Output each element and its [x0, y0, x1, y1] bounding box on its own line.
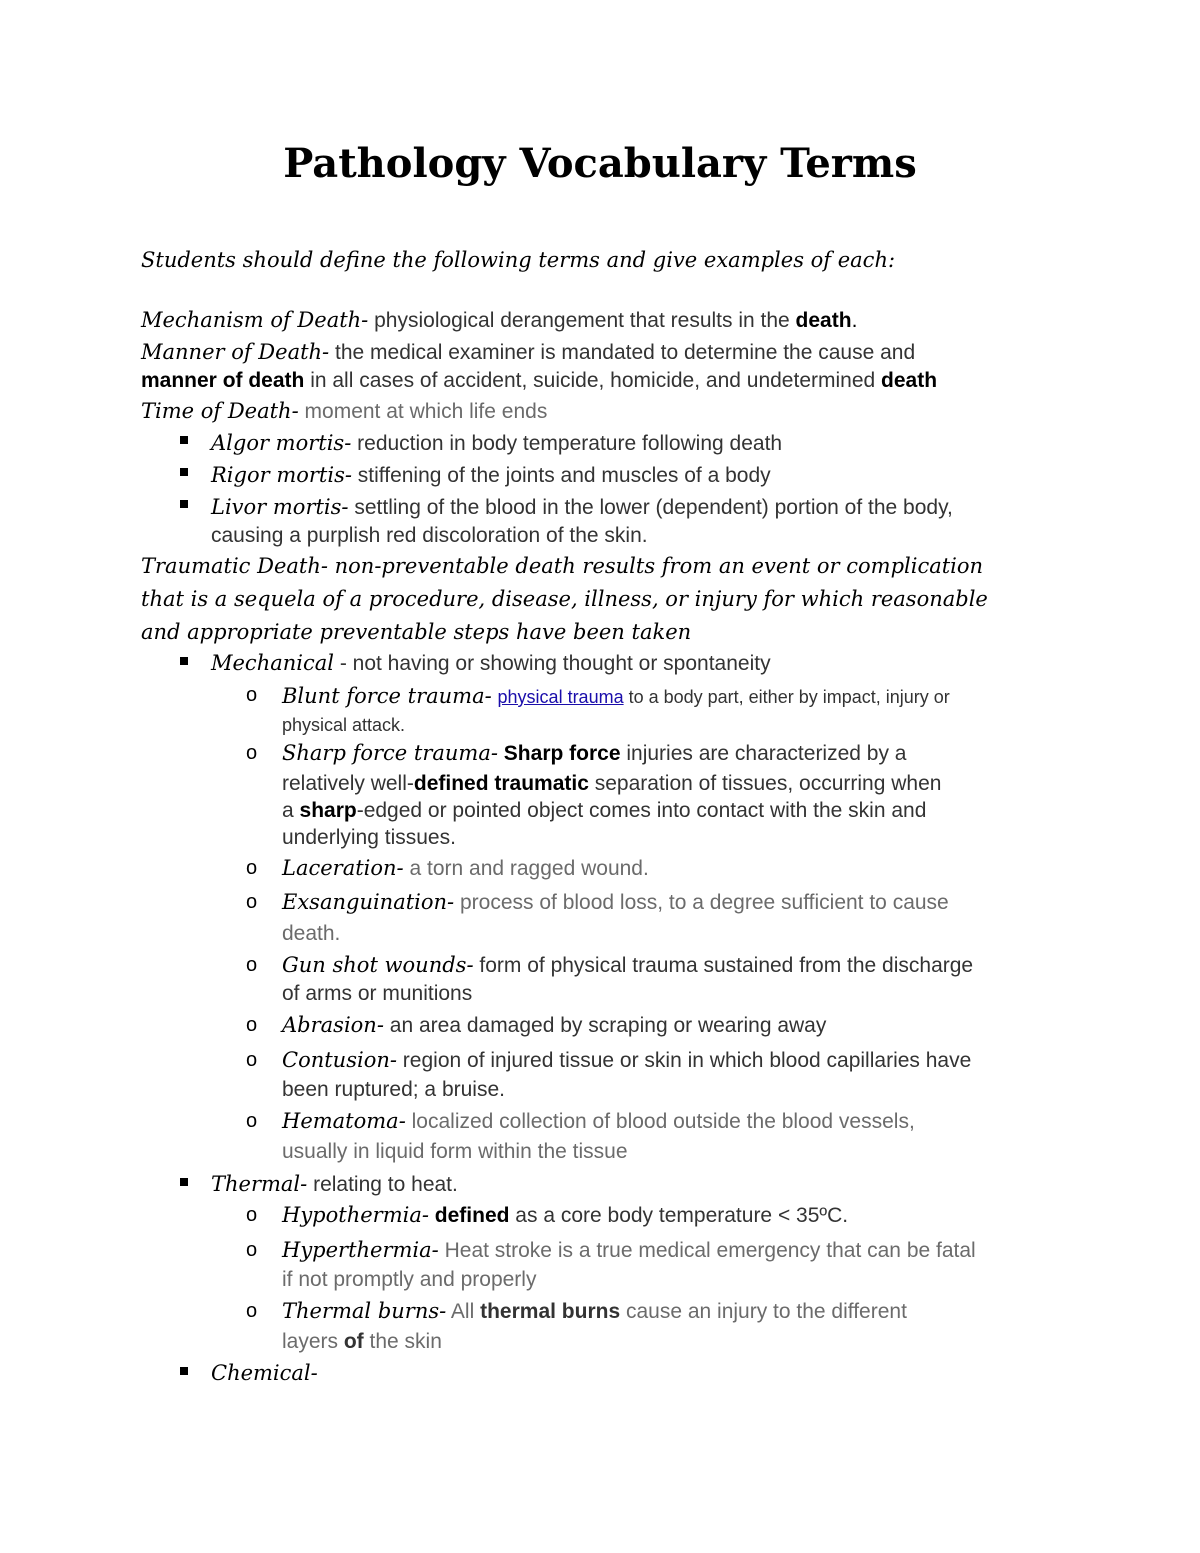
entry-thermal-burns	[282, 1297, 907, 1326]
entry-exsanguination	[282, 888, 949, 917]
definition: physiological derangement that results in the	[374, 309, 796, 332]
physical-trauma-link[interactable]: physical trauma	[497, 687, 624, 707]
term-label: Laceration-	[282, 856, 404, 880]
entry-blunt-force-trauma-cont: physical attack.	[282, 715, 406, 735]
entry-abrasion	[282, 1011, 826, 1040]
definition: separation of tissues, occurring when	[588, 772, 942, 795]
entry-contusion	[282, 1046, 971, 1075]
circle-bullet-icon: o	[246, 857, 258, 879]
term-label: Thermal-	[211, 1172, 308, 1196]
entry-algor-mortis	[211, 429, 782, 458]
definition: - not having or showing thought or spontaneity	[333, 652, 771, 675]
entry-thermal	[211, 1170, 458, 1199]
term-label: Exsanguination-	[282, 890, 455, 914]
definition: to a body part, either by impact, injury or	[623, 687, 950, 707]
definition-bold: thermal burns	[480, 1300, 621, 1323]
entry-mechanism-of-death	[141, 306, 857, 335]
entry-exsanguination-cont: death.	[282, 922, 341, 945]
definition-bold: death	[795, 309, 852, 332]
term-label: Gun shot wounds-	[282, 953, 474, 977]
term-label: Hyperthermia-	[282, 1238, 439, 1262]
definition: region of injured tissue or skin in which blood capillaries have	[396, 1049, 972, 1072]
definition: localized collection of blood outside the blood vessels,	[405, 1110, 915, 1133]
definition-bold: sharp	[299, 799, 357, 822]
circle-bullet-icon: o	[246, 1049, 258, 1071]
term-label: Sharp force trauma-	[282, 741, 498, 765]
entry-rigor-mortis	[211, 461, 771, 490]
definition: process of blood loss, to a degree sufficient to cause	[454, 891, 949, 914]
definition: Heat stroke is a true medical emergency that can be fatal	[438, 1239, 976, 1262]
term-label: Abrasion-	[282, 1013, 384, 1037]
term-label: Time of Death-	[141, 399, 299, 423]
entry-mechanical	[211, 649, 771, 678]
circle-bullet-icon: o	[246, 1300, 258, 1322]
definition: in all cases of accident, suicide, homicide, and undetermined	[304, 369, 882, 392]
definition: stiffening of the joints and muscles of a body	[351, 464, 771, 487]
circle-bullet-icon: o	[246, 1110, 258, 1132]
entry-gun-shot-wounds-cont: of arms or munitions	[282, 982, 473, 1005]
entry-sharp-force-trauma	[282, 739, 907, 768]
term-label: Hematoma-	[282, 1109, 406, 1133]
instructions: Students should define the following terms and give examples of each:	[141, 248, 896, 272]
definition: the skin	[363, 1330, 442, 1353]
term-label: Contusion-	[282, 1048, 397, 1072]
traumatic-death-line-2: that is a sequela of a procedure, disease, illness, or injury for which reasonable	[141, 587, 988, 611]
circle-bullet-icon: o	[246, 1239, 258, 1261]
definition-bold: defined traumatic	[413, 772, 589, 795]
definition: injuries are characterized by a	[620, 742, 907, 765]
definition: layers	[282, 1330, 344, 1353]
entry-gun-shot-wounds	[282, 951, 973, 980]
square-bullet-icon	[180, 1178, 188, 1186]
entry-livor-mortis	[211, 493, 953, 522]
circle-bullet-icon: o	[246, 954, 258, 976]
circle-bullet-icon: o	[246, 1204, 258, 1226]
entry-manner-of-death-cont	[141, 367, 937, 395]
square-bullet-icon	[180, 436, 188, 444]
entry-chemical: Chemical-	[211, 1361, 318, 1385]
square-bullet-icon	[180, 657, 188, 665]
square-bullet-icon	[180, 1367, 188, 1375]
term-label: Thermal burns-	[282, 1299, 447, 1323]
term-label: Algor mortis-	[211, 431, 352, 455]
entry-sharp-force-trauma-cont-1	[282, 770, 941, 798]
entry-hematoma-cont: usually in liquid form within the tissue	[282, 1140, 628, 1163]
entry-hypothermia	[282, 1201, 848, 1230]
entry-blunt-force-trauma	[282, 682, 950, 711]
definition-bold: of	[343, 1330, 364, 1353]
definition: relatively well-	[282, 772, 414, 795]
term-label: Manner of Death-	[141, 340, 330, 364]
entry-sharp-force-trauma-cont-2	[282, 797, 926, 825]
entry-time-of-death	[141, 397, 547, 426]
entry-hyperthermia-cont: if not promptly and properly	[282, 1268, 537, 1291]
term-label: Livor mortis-	[211, 495, 349, 519]
entry-sharp-force-trauma-cont-3: underlying tissues.	[282, 826, 456, 849]
page-title: Pathology Vocabulary Terms	[283, 140, 917, 187]
square-bullet-icon	[180, 468, 188, 476]
definition: as a core body temperature < 35ºC.	[509, 1204, 849, 1227]
definition-bold: defined	[428, 1204, 510, 1227]
entry-laceration	[282, 854, 649, 883]
term-label: Mechanical	[211, 651, 334, 675]
term-label: Rigor mortis-	[211, 463, 352, 487]
definition: an area damaged by scraping or wearing away	[383, 1014, 827, 1037]
definition: cause an injury to the different	[620, 1300, 907, 1323]
circle-bullet-icon: o	[246, 684, 258, 706]
definition: settling of the blood in the lower (dependent) portion of the body,	[348, 496, 953, 519]
traumatic-death-line-3: and appropriate preventable steps have been taken	[141, 620, 692, 644]
definition-bold: death	[881, 369, 938, 392]
circle-bullet-icon: o	[246, 742, 258, 764]
term-label: Hypothermia-	[282, 1203, 429, 1227]
definition: form of physical trauma sustained from the discharge	[473, 954, 974, 977]
square-bullet-icon	[180, 500, 188, 508]
entry-hyperthermia	[282, 1236, 976, 1265]
circle-bullet-icon: o	[246, 891, 258, 913]
entry-contusion-cont: been ruptured; a bruise.	[282, 1078, 505, 1101]
definition: a	[282, 799, 300, 822]
definition-bold: manner of death	[141, 369, 305, 392]
definition: relating to heat.	[307, 1173, 458, 1196]
circle-bullet-icon: o	[246, 1014, 258, 1036]
definition: reduction in body temperature following death	[351, 432, 783, 455]
definition: All	[446, 1300, 481, 1323]
term-label: Blunt force trauma-	[282, 684, 492, 708]
term-label: Mechanism of Death-	[141, 308, 369, 332]
entry-livor-mortis-cont: causing a purplish red discoloration of the skin.	[211, 524, 648, 547]
traumatic-death-line-1: Traumatic Death- non-preventable death results from an event or complication	[141, 554, 984, 578]
definition: .	[851, 309, 858, 332]
definition: -edged or pointed object comes into contact with the skin and	[356, 799, 927, 822]
definition: the medical examiner is mandated to determine the cause and	[329, 341, 916, 364]
entry-manner-of-death	[141, 338, 915, 367]
definition: a torn and ragged wound.	[403, 857, 649, 880]
entry-hematoma	[282, 1107, 915, 1136]
entry-thermal-burns-cont	[282, 1328, 442, 1356]
definition-bold: Sharp force	[497, 742, 621, 765]
definition: moment at which life ends	[304, 400, 548, 423]
